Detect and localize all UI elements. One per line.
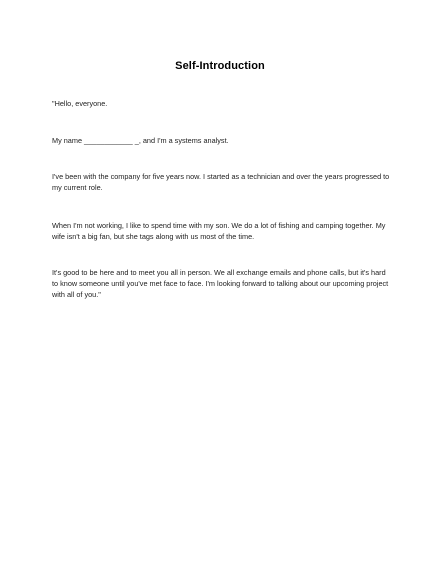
paragraph-greeting: "Hello, everyone. (52, 99, 108, 108)
paragraph-career: I've been with the company for five years now. I started as a technician and over the years progressed to my current role. (52, 172, 390, 192)
paragraph-closing: It's good to be here and to meet you all in person. We all exchange emails and phone calls, but it's hard to know someone until you've met face to face. I'm looking forward to talking about our upcoming project with all of you." (52, 268, 389, 299)
page-title: Self-Introduction (175, 60, 265, 72)
paragraph-name: My name ____________ _, and I'm a systems analyst. (52, 136, 229, 145)
paragraph-hobbies: When I'm not working, I like to spend time with my son. We do a lot of fishing and camping together. My wife isn't a big fan, but she tags along with us most of the time. (52, 221, 386, 241)
